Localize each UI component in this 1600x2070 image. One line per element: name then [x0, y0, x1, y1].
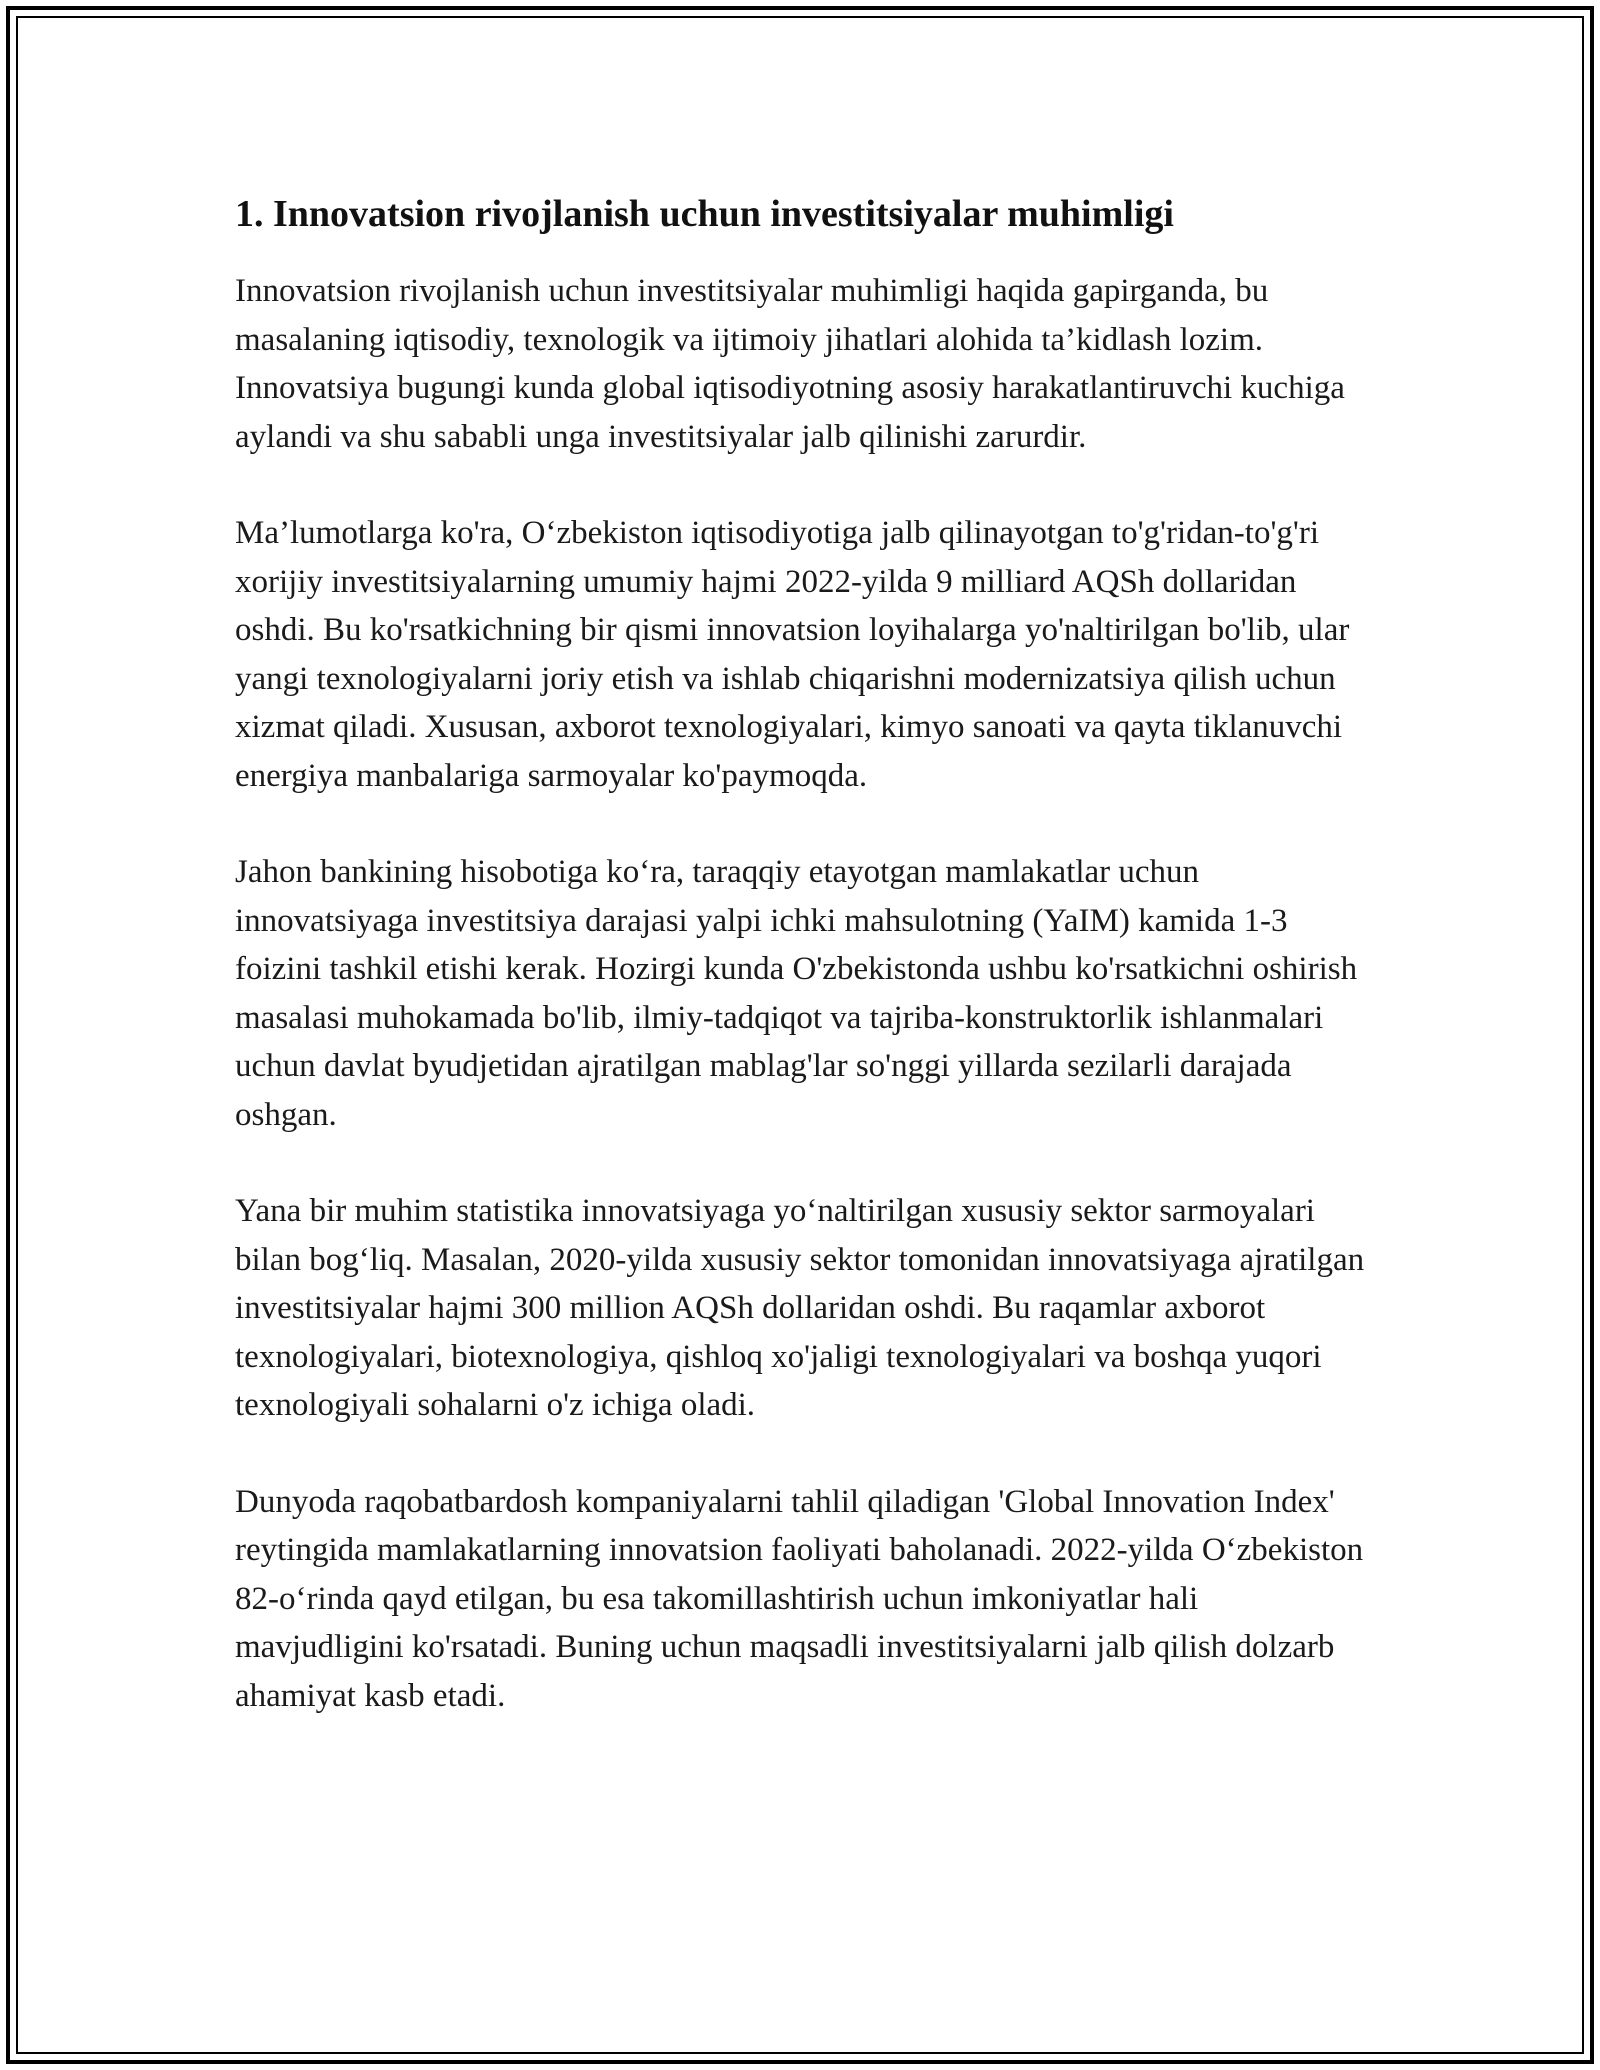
paragraph-foreign-investment: Ma’lumotlarga ko'ra, O‘zbekiston iqtisodiyotiga jalb qilinayotgan to'g'ridan-to'g'ri xorijiy investitsiyalarning umumiy hajmi 2022-yilda 9 milliard AQSh dollaridan oshdi. Bu ko'rsatkichning bir qismi innovatsion loyihalarga yo'naltirilgan bo'lib, ular yangi texnologiyalarni joriy etish va ishlab chiqarishni modernizatsiya qilish uchun xizmat qiladi. Xususan, axborot texnologiyalari, kimyo sanoati va qayta tiklanuvchi energiya manbalariga sarmoyalar ko'paymoqda.: [235, 515, 1350, 794]
paragraph-global-innovation-index: Dunyoda raqobatbardosh kompaniyalarni tahlil qiladigan 'Global Innovation Index' reytingida mamlakatlarning innovatsion faoliyati baholanadi. 2022-yilda O‘zbekiston 82-o‘rinda qayd etilgan, bu esa takomillashtirish uchun imkoniyatlar hali mavjudligini ko'rsatadi. Buning uchun maqsadli investitsiyalarni jalb qilish dolzarb ahamiyat kasb etadi.: [235, 1483, 1364, 1714]
paragraph-world-bank: Jahon bankining hisobotiga ko‘ra, taraqqiy etayotgan mamlakatlar uchun innovatsiyaga investitsiya darajasi yalpi ichki mahsulotning (YaIM) kamida 1-3 foizini tashkil etishi kerak. Hozirgi kunda O'zbekistonda ushbu ko'rsatkichni oshirish masalasi muhokamada bo'lib, ilmiy-tadqiqot va tajriba-konstruktorlik ishlanmalari uchun davlat byudjetidan ajratilgan mablag'lar so'nggi yillarda sezilarli darajada oshgan.: [235, 854, 1358, 1133]
section-heading: 1. Innovatsion rivojlanish uchun investitsiyalar muhimligi: [235, 193, 1174, 235]
paragraph-investment-importance: Innovatsion rivojlanish uchun investitsiyalar muhimligi haqida gapirganda, bu masalaning iqtisodiy, texnologik va ijtimoiy jihatlari alohida ta’kidlash lozim. Innovatsiya bugungi kunda global iqtisodiyotning asosiy harakatlantiruvchi kuchiga aylandi va shu sababli unga investitsiyalar jalb qilinishi zarurdir.: [235, 273, 1345, 455]
paragraph-private-sector: Yana bir muhim statistika innovatsiyaga yo‘naltirilgan xususiy sektor sarmoyalari bilan bog‘liq. Masalan, 2020-yilda xususiy sektor tomonidan innovatsiyaga ajratilgan investitsiyalar hajmi 300 million AQSh dollaridan oshdi. Bu raqamlar axborot texnologiyalari, biotexnologiya, qishloq xo'jaligi texnologiyalari va boshqa yuqori texnologiyali sohalarni o'z ichiga oladi.: [235, 1193, 1365, 1423]
document-body: [235, 185, 1370, 1768]
